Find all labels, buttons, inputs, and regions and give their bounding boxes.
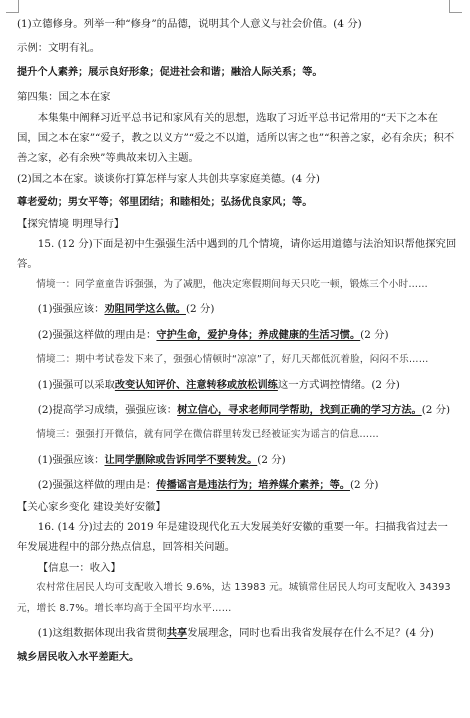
question-15-3-suffix: 这一方式调控情绪。(2 分) (277, 378, 400, 391)
question-15-5 (17, 450, 457, 471)
info-1-heading: 【信息一：收入】 (37, 561, 121, 574)
answer-16-1: 城乡居民收入水平差距大。 (17, 652, 140, 664)
question-15: 15. (12 分)下面是初中生强强生活中遇到的几个情境，请你运用道德与法治知识帮他探究回答。 (17, 238, 457, 271)
document-page (17, 14, 457, 669)
question-15-6 (17, 475, 457, 496)
question-16-1-prompt: (1)这组数据体现出我省贯彻 (37, 626, 167, 639)
question-15-5-prompt: (1)强强应该： (37, 453, 105, 466)
answer-15-2: 守护生命，爱护身体；养成健康的生活习惯。 (156, 329, 361, 341)
question-16-1 (17, 623, 457, 644)
answer-15-5: 让同学删除或告诉同学不要转发。 (104, 454, 258, 466)
question-2-1: (1)立德修身。列举一种“修身”的品德，说明其个人意义与社会价值。(4 分) (17, 18, 362, 30)
section-heading-hometown: 【关心家乡变化 建设美好安徽】 (17, 500, 166, 513)
question-15-2-score: (2 分) (360, 328, 389, 341)
scenario-2: 情境二：期中考试卷发下来了，强强心情顿时“凉凉”了，好几天都低沉着脸，闷闷不乐…… (36, 354, 429, 366)
question-15-4 (17, 400, 457, 421)
question-15-1-prompt: (1)强强应该： (37, 303, 105, 316)
section-heading-explore: 【探究情境 明理导行】 (17, 217, 125, 230)
answer-2-2: 尊老爱幼；男女平等；邻里团结；和睦相处；弘扬优良家风；等。 (17, 197, 313, 209)
page-corner-mark-left (6, 0, 19, 13)
question-2-2: (2)国之本在家。谈谈你打算怎样与家人共创共享家庭美德。(4 分) (17, 172, 320, 185)
question-15-1 (17, 299, 457, 320)
question-16-1-rest: 发展理念，同时也看出我省发展存在什么不足？(4 分) (187, 626, 434, 639)
question-15-6-prompt: (2)强强这样做的理由是： (37, 479, 157, 492)
answer-15-4: 树立信心，寻求老师同学帮助，找到正确的学习方法。 (177, 404, 422, 416)
answer-15-3: 改变认知评价、注意转移或放松训练 (114, 379, 278, 391)
question-15-6-score: (2 分) (349, 479, 379, 492)
answer-16-1-blank: 共享 (166, 627, 188, 639)
answer-15-1: 劝阻同学这么做。 (104, 304, 186, 316)
question-15-3-prompt: (1)强强可以采取 (37, 378, 115, 391)
episode-intro: 本集集中阐释习近平总书记和家风有关的思想，选取了习近平总书记常用的“天下之本在国，国之本在家”“爱子，教之以义方”“爱之不以道，适所以害之也”“积善之家，必有余庆；积不善之家，必有余殃”等典故来切入主题。 (17, 111, 455, 165)
example-line: 示例：文明有礼。 (17, 42, 101, 55)
question-15-5-score: (2 分) (257, 453, 286, 466)
question-15-4-score: (2 分) (421, 403, 451, 416)
scenario-3: 情境三：强强打开微信，就有同学在微信群里转发已经被证实为谣言的信息…… (36, 429, 379, 441)
question-15-3 (17, 375, 457, 396)
episode-heading: 第四集：国之本在家 (17, 91, 111, 104)
answer-2-1: 提升个人素养；展示良好形象；促进社会和谐；融洽人际关系；等。 (17, 66, 323, 78)
question-15-2-prompt: (2)强强这样做的理由是： (37, 328, 157, 341)
question-15-2 (17, 325, 457, 346)
question-15-4-prompt: (2)提高学习成绩，强强应该： (37, 403, 178, 416)
question-16: 16. (14 分)过去的 2019 年是建设现代化五大发展美好安徽的重要一年。扫描我省过去一年发展进程中的部分热点信息，回答相关问题。 (17, 520, 448, 554)
scenario-1: 情境一：同学童童告诉强强，为了减肥，他决定寒假期间每天只吃一顿，锻炼三个小时…… (36, 278, 428, 290)
info-1-text: 农村常住居民人均可支配收入增长 9.6%，达 13983 元。城镇常住居民人均可支配收入 34393 元，增长 8.7%。增长率均高于全国平均水平…… (17, 582, 451, 614)
page-corner-mark-right (449, 0, 462, 13)
question-15-1-score: (2 分) (185, 303, 215, 316)
answer-15-6: 传播谣言是违法行为；培养媒介素养；等。 (156, 480, 350, 492)
